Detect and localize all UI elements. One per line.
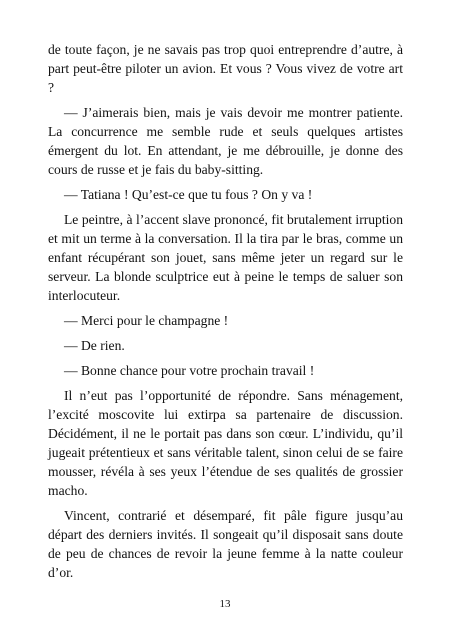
paragraph-4: Le peintre, à l’accent slave prononcé, fit brutalement irruption et mit un terme à la conversation. Il la tira par le bras, comme un enfant récupérant son jouet, sans même jeter un regard sur le serveur. La blonde sculptrice eut à peine le temps de saluer son interlocuteur. [48,212,403,303]
paragraph-1: de toute façon, je ne savais pas trop quoi entreprendre d’autre, à part peut-être piloter un avion. Et vous ? Vous vivez de votre art ? [48,42,403,95]
paragraph-5: — Merci pour le champagne ! [64,313,229,328]
paragraph-8: Il n’eut pas l’opportunité de répondre. Sans ménagement, l’excité moscovite lui extirpa sa partenaire de discussion. Décidément, il ne le portait pas dans son cœur. L’individu, qu’il jugeait prétentieux et sans véritable talent, sinon celui de se faire mousser, révéla à ses yeux l’étendue de ses qualités de grossier macho. [48,388,403,498]
paragraph-7: — Bonne chance pour votre prochain travail ! [64,363,315,378]
paragraph-2: — J’aimerais bien, mais je vais devoir me montrer patiente. La concurrence me semble rude et seuls quelques artistes émergent du lot. En attendant, je me débrouille, je donne des cours de russe et je fais du baby-sitting. [48,105,403,177]
paragraph-9: Vincent, contrarié et désemparé, fit pâle figure jusqu’au départ des derniers invités. Il songeait qu’il disposait sans doute de peu de chances de revoir la jeune femme à la natte couleur d’or. [48,508,403,580]
body-text [48,40,403,588]
paragraph-3: — Tatiana ! Qu’est-ce que tu fous ? On y va ! [64,187,313,202]
page-number: 13 [219,598,231,610]
paragraph-6: — De rien. [64,338,125,353]
